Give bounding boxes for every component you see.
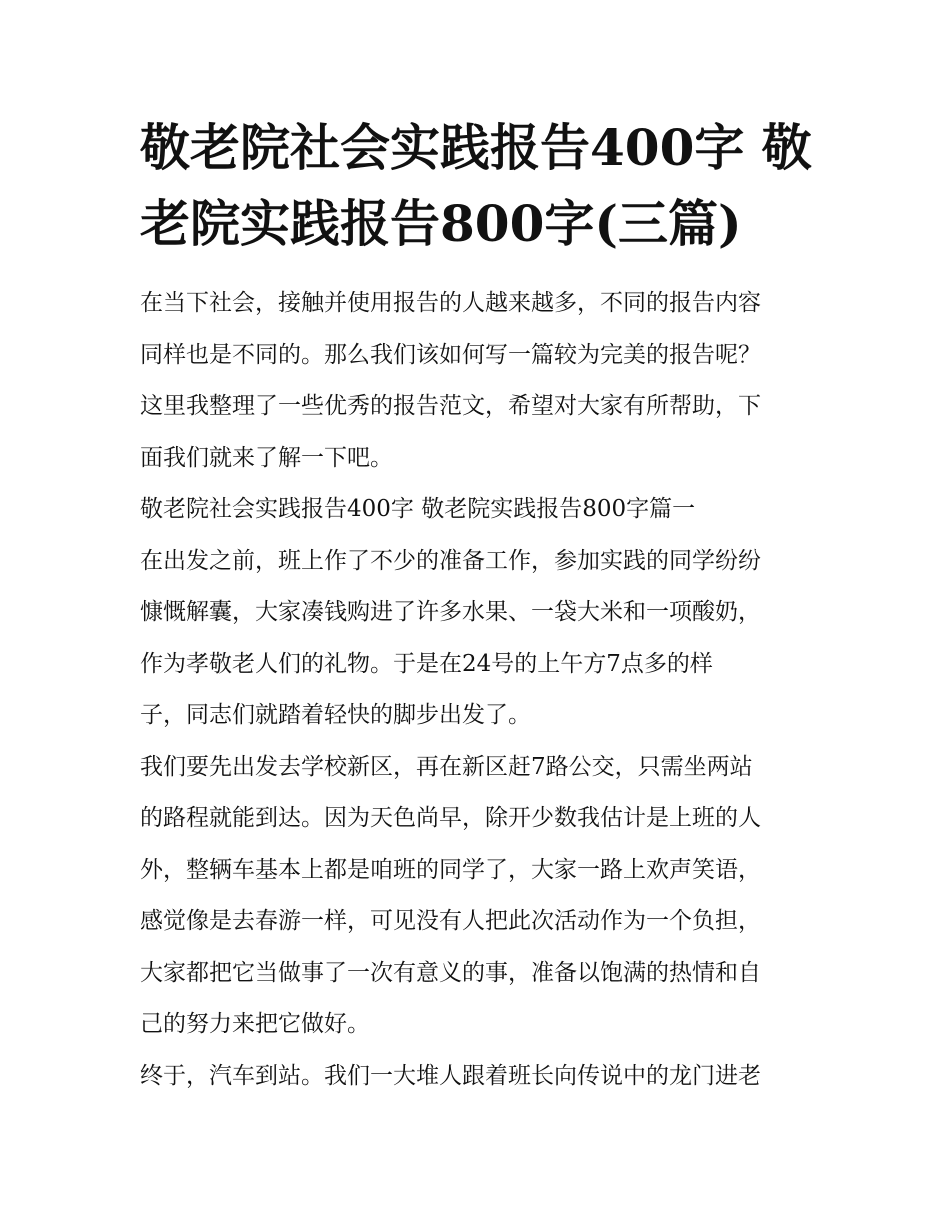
body-line: 终于，汽车到站。我们一大堆人跟着班长向传说中的龙门进老: [140, 1062, 761, 1089]
body-line: 在出发之前，班上作了不少的准备工作，参加实践的同学纷纷: [140, 547, 761, 574]
document-title: [140, 110, 820, 262]
body-line: 己的努力来把它做好。: [140, 1011, 370, 1037]
body-line: 慷慨解囊，大家凑钱购进了许多水果、一袋大米和一项酸奶，: [140, 599, 761, 625]
body-line: 的路程就能到达。因为天色尚早，除开少数我估计是上班的人: [140, 805, 761, 831]
title-line: 敬老院社会实践报告400字 敬: [140, 118, 812, 177]
body-line: 作为孝敬老人们的礼物。于是在24号的上午方7点多的样: [140, 650, 713, 677]
body-line: 同样也是不同的。那么我们该如何写一篇较为完美的报告呢？: [140, 341, 761, 368]
body-line: 大家都把它当做事了一次有意义的事，准备以饱满的热情和自: [140, 959, 761, 986]
section-heading: 敬老院社会实践报告400字 敬老院实践报告800字篇一: [140, 496, 696, 522]
document-body: [140, 278, 820, 1102]
body-line: 面我们就来了解一下吧。: [140, 444, 393, 471]
body-line: 在当下社会，接触并使用报告的人越来越多，不同的报告内容: [140, 290, 761, 316]
body-line: 外，整辆车基本上都是咱班的同学了，大家一路上欢声笑语，: [140, 856, 761, 883]
body-line: 这里我整理了一些优秀的报告范文，希望对大家有所帮助，下: [140, 393, 761, 419]
body-line: 我们要先出发去学校新区，再在新区赶7路公交，只需坐两站: [140, 753, 753, 780]
body-line: 感觉像是去春游一样，可见没有人把此次活动作为一个负担，: [140, 908, 761, 934]
body-line: 子，同志们就踏着轻快的脚步出发了。: [140, 702, 531, 728]
title-line: 老院实践报告800字(三篇): [140, 194, 742, 253]
